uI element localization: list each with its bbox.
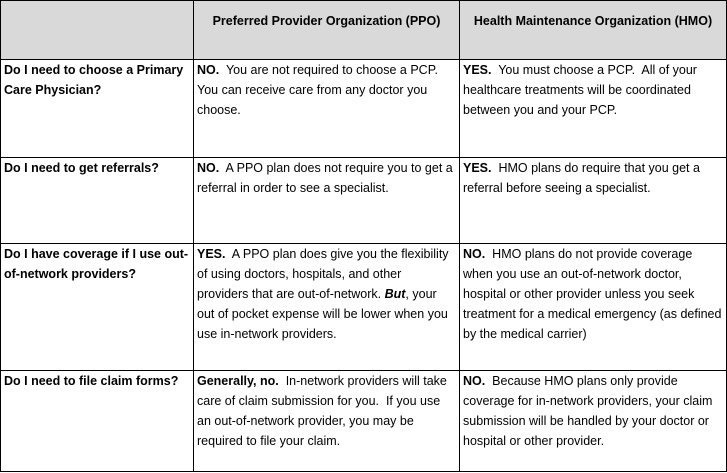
answer-lead: NO. (197, 161, 220, 175)
question-cell: Do I need to get referrals? (1, 158, 194, 244)
answer-text: , your out of pocket expense will be lower when you use in-network providers. (197, 287, 448, 341)
table-row (1, 371, 727, 472)
answer-lead: NO. (463, 374, 486, 388)
answer-lead: YES. (197, 247, 226, 261)
answer-lead: YES. (463, 161, 492, 175)
table-row (1, 244, 727, 371)
table-row (1, 158, 727, 244)
answer-lead: Generally, no. (197, 374, 279, 388)
answer-text: A PPO plan does give you the flexibility of using doctors, hospitals, and other providers that are out-of-network. (197, 247, 453, 301)
answer-lead: NO. (197, 63, 220, 77)
hmo-answer-cell (460, 60, 727, 158)
answer-lead: NO. (463, 247, 486, 261)
hmo-answer-cell (460, 244, 727, 371)
header-ppo: Preferred Provider Organization (PPO) (194, 1, 460, 60)
answer-text: You are not required to choose a PCP. You can receive care from any doctor you choose. (197, 63, 442, 117)
question-cell: Do I have coverage if I use out-of-network providers? (1, 244, 194, 371)
ppo-answer-cell (194, 158, 460, 244)
answer-text: In-network providers will take care of claim submission for you. If you use an out-of-network provider, you may be required to file your claim. (197, 374, 451, 448)
ppo-answer-cell (194, 371, 460, 472)
answer-lead: YES. (463, 63, 492, 77)
answer-text: You must choose a PCP. All of your healthcare treatments will be coordinated between you and your PCP. (463, 63, 701, 117)
header-blank-cell (1, 1, 194, 60)
table-row (1, 60, 727, 158)
answer-text: Because HMO plans only provide coverage for in-network providers, your claim submission will be handled by your doctor or hospital or other provider. (463, 374, 716, 448)
hmo-answer-cell (460, 158, 727, 244)
header-hmo: Health Maintenance Organization (HMO) (460, 1, 727, 60)
header-row (1, 1, 727, 60)
answer-text: HMO plans do require that you get a referral before seeing a specialist. (463, 161, 704, 195)
ppo-answer-cell (194, 244, 460, 371)
answer-text: HMO plans do not provide coverage when you use an out-of-network doctor, hospital or other provider unless you seek treatment for a medical emergency (as defined by the medical carrier) (463, 247, 725, 341)
ppo-answer-cell (194, 60, 460, 158)
hmo-answer-cell (460, 371, 727, 472)
question-cell: Do I need to file claim forms? (1, 371, 194, 472)
answer-text: A PPO plan does not require you to get a referral in order to see a specialist. (197, 161, 457, 195)
answer-emphasis: But (384, 287, 406, 301)
question-cell: Do I need to choose a Primary Care Physician? (1, 60, 194, 158)
